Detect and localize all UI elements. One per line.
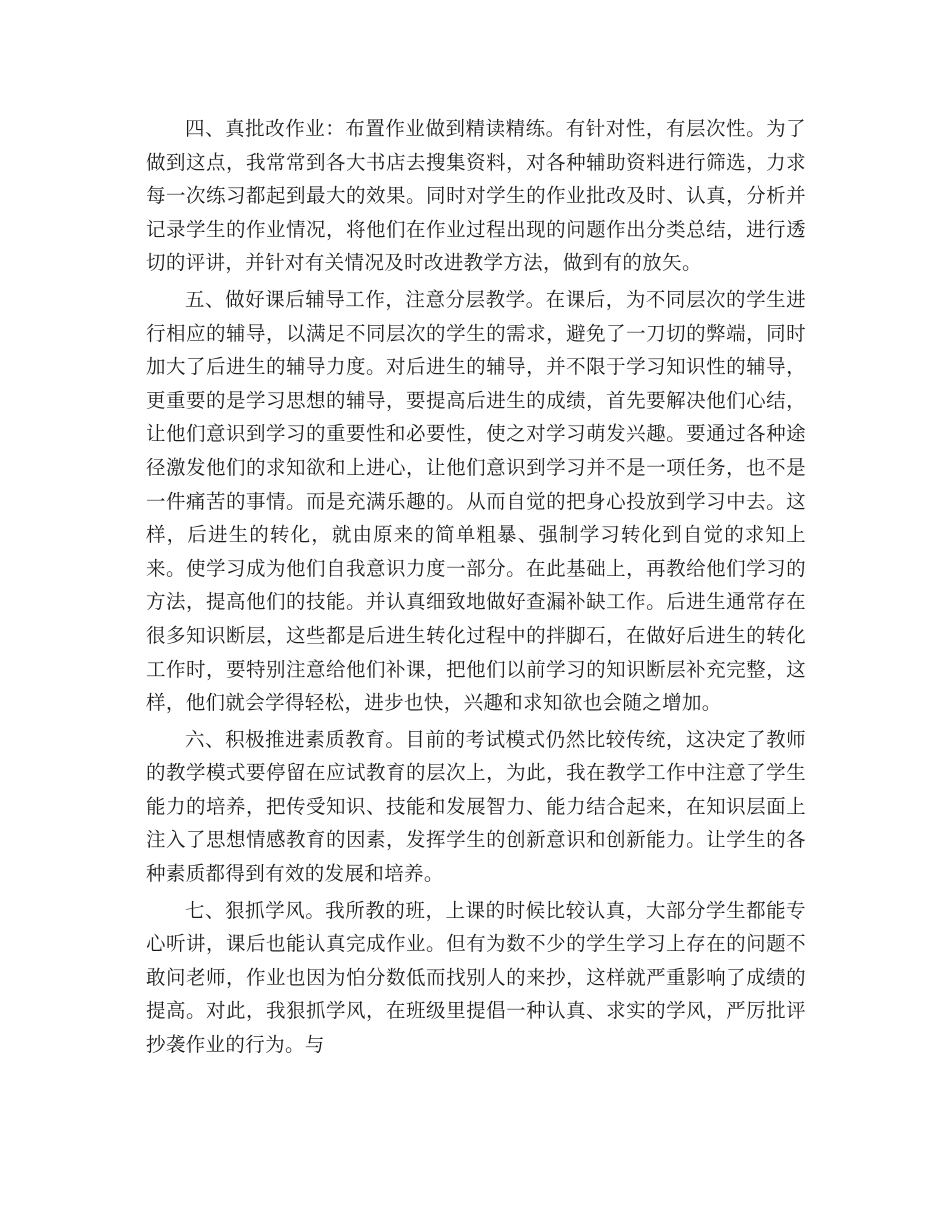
document-page xyxy=(146,112,806,1062)
paragraph-quality-education: 六、积极推进素质教育。目前的考试模式仍然比较传统，这决定了教师的教学模式要停留在应试教育的层次上，为此，我在教学工作中注意了学生能力的培养，把传受知识、技能和发展智力、能力结合起来，在知识层面上注入了思想情感教育的因素，发挥学生的创新意识和创新能力。让学生的各种素质都得到有效的发展和培养。 xyxy=(146,727,806,886)
paragraph-study-style: 七、狠抓学风。我所教的班，上课的时候比较认真，大部分学生都能专心听讲，课后也能认真完成作业。但有为数不少的学生学习上存在的问题不敢问老师，作业也因为怕分数低而找别人的来抄，这样就严重影响了成绩的提高。对此，我狠抓学风，在班级里提倡一种认真、求实的学风，严厉批评抄袭作业的行为。与 xyxy=(146,898,806,1057)
paragraph-after-class-tutoring: 五、做好课后辅导工作，注意分层教学。在课后，为不同层次的学生进行相应的辅导，以满足不同层次的学生的需求，避免了一刀切的弊端，同时加大了后进生的辅导力度。对后进生的辅导，并不限于学习知识性的辅导，更重要的是学习思想的辅导，要提高后进生的成绩，首先要解决他们心结，让他们意识到学习的重要性和必要性，使之对学习萌发兴趣。要通过各种途径激发他们的求知欲和上进心，让他们意识到学习并不是一项任务，也不是一件痛苦的事情。而是充满乐趣的。从而自觉的把身心投放到学习中去。这样，后进生的转化，就由原来的简单粗暴、强制学习转化到自觉的求知上来。使学习成为他们自我意识力度一部分。在此基础上，再教给他们学习的方法，提高他们的技能。并认真细致地做好查漏补缺工作。后进生通常存在很多知识断层，这些都是后进生转化过程中的拌脚石，在做好后进生的转化工作时，要特别注意给他们补课，把他们以前学习的知识断层补充完整，这样，他们就会学得轻松，进步也快，兴趣和求知欲也会随之增加。 xyxy=(146,287,806,715)
paragraph-homework-correction: 四、真批改作业：布置作业做到精读精练。有针对性，有层次性。为了做到这点，我常常到各大书店去搜集资料，对各种辅助资料进行筛选，力求每一次练习都起到最大的效果。同时对学生的作业批改及时、认真，分析并记录学生的作业情况，将他们在作业过程出现的问题作出分类总结，进行透切的评讲，并针对有关情况及时改进教学方法，做到有的放矢。 xyxy=(146,117,806,275)
